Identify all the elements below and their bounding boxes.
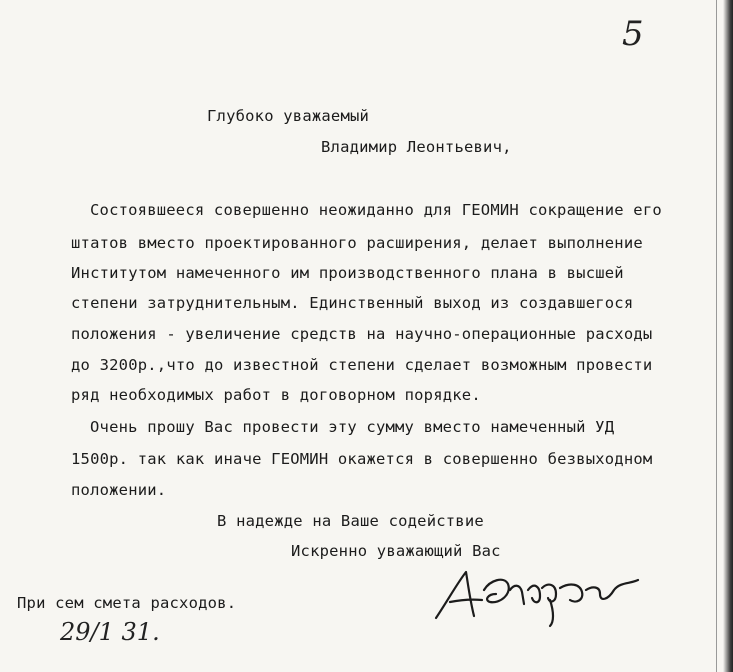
paragraph-1-line-3: Институтом намеченного им производственного плана в высшей <box>71 264 624 282</box>
closing-line-2: Искренно уважающий Вас <box>291 542 501 560</box>
paragraph-2-line-1: Очень прошу Вас провести эту сумму вместо намеченный УД <box>90 418 615 436</box>
enclosure-note: При сем смета расходов. <box>17 594 237 612</box>
closing-line-1: В надежде на Ваше содействие <box>217 512 484 530</box>
paragraph-1-line-7: ряд необходимых работ в договорном порядке. <box>71 386 481 404</box>
page-number-handwritten: 5 <box>622 14 644 54</box>
handwritten-date: 29/1 31. <box>60 618 160 646</box>
page-edge-line <box>716 0 717 672</box>
salutation-line-1: Глубоко уважаемый <box>207 107 370 125</box>
paragraph-1-line-6: до 3200р.,что до известной степени сделает возможным провести <box>71 356 653 374</box>
paragraph-2-line-3: положении. <box>71 481 167 499</box>
paragraph-1-line-5: положения - увеличение средств на научно-операционные расходы <box>71 325 653 343</box>
paragraph-1-line-2: штатов вместо проектированного расширения, делает выполнение <box>71 234 643 252</box>
salutation-line-2: Владимир Леонтьевич, <box>321 138 512 156</box>
page-edge-shadow <box>723 0 733 672</box>
signature <box>430 560 650 630</box>
paragraph-1-line-4: степени затруднительным. Единственный выход из создавшегося <box>71 294 634 312</box>
paragraph-2-line-2: 1500р. так как иначе ГЕОМИН окажется в совершенно безвыходном <box>71 450 653 468</box>
paragraph-1-line-1: Состоявшееся совершенно неожиданно для ГЕОМИН сокращение его <box>90 201 662 219</box>
